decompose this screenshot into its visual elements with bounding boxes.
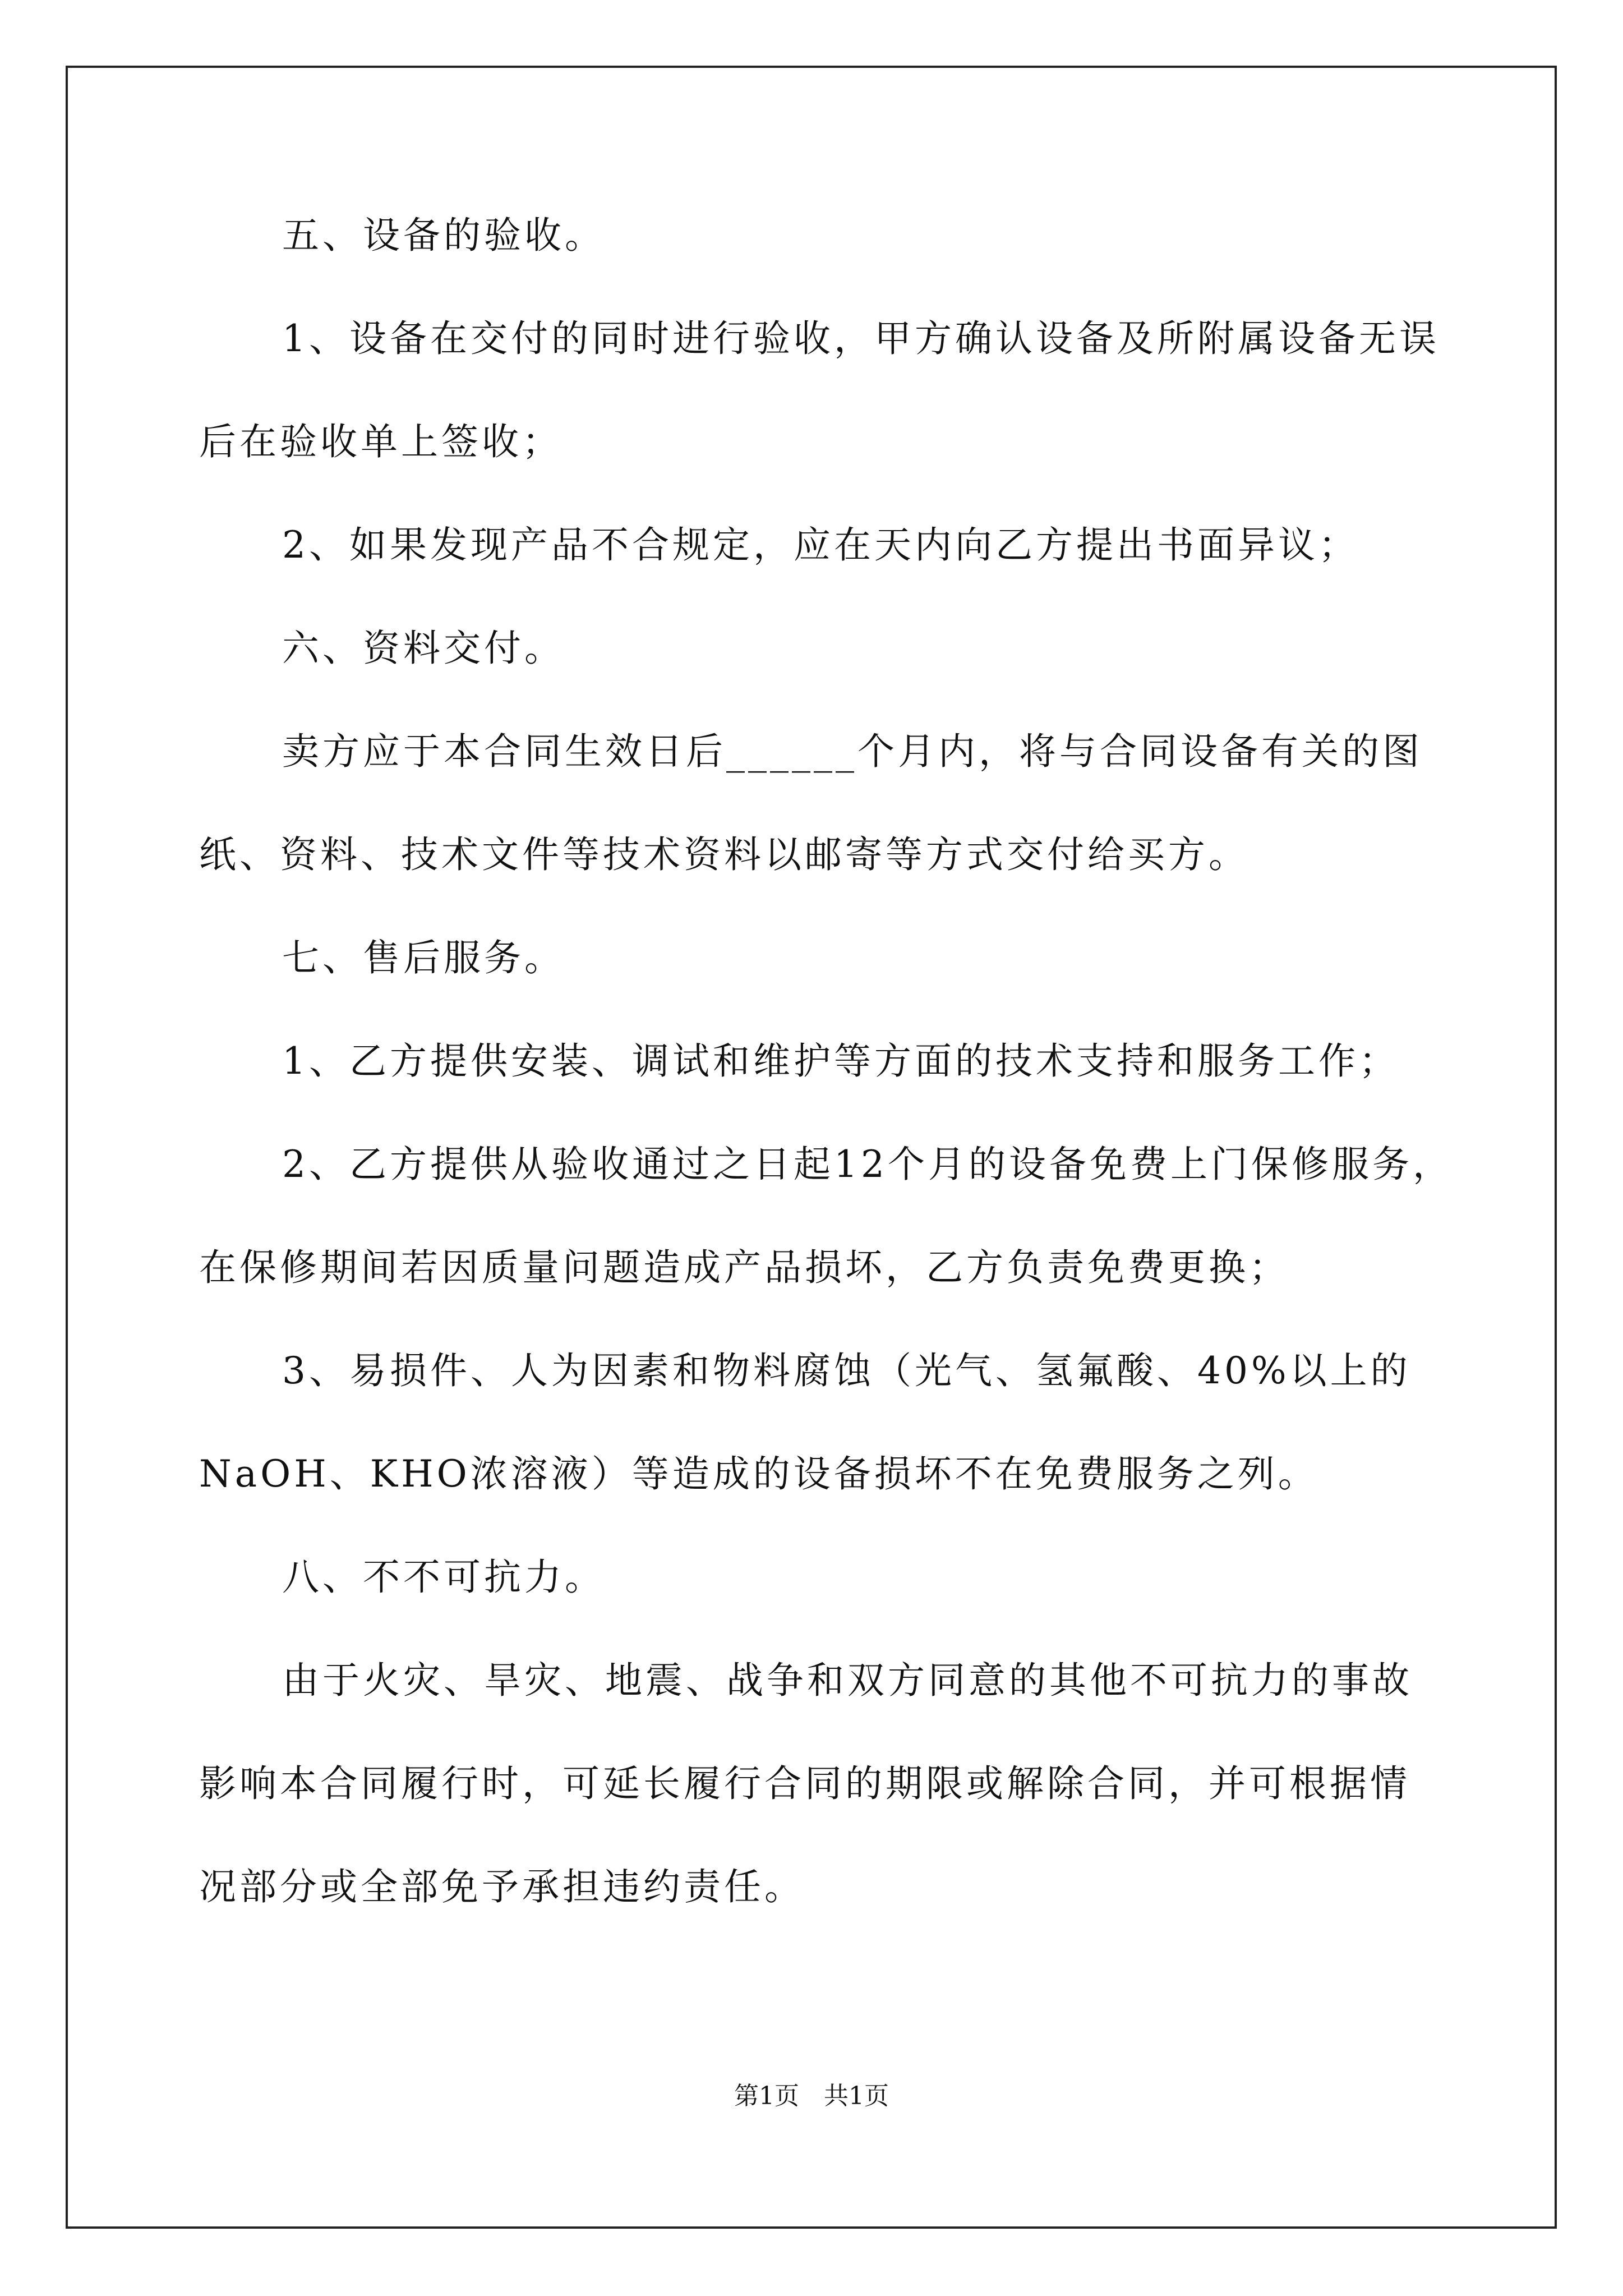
- paragraph-line: 卖方应于本合同生效日后______个月内，将与合同设备有关的图: [282, 730, 1423, 773]
- section-heading-force-majeure: 八、不不可抗力。: [282, 1556, 605, 1599]
- paragraph-line: 在保修期间若因质量问题造成产品损坏，乙方负责免费更换；: [199, 1246, 1289, 1289]
- section-heading-documents: 六、资料交付。: [282, 627, 565, 670]
- paragraph-line: 3、易损件、人为因素和物料腐蚀（光气、氢氟酸、40%以上的: [282, 1349, 1411, 1392]
- paragraph-line: 况部分或全部免予承担违约责任。: [199, 1865, 805, 1908]
- page-number-footer: 第1页 共1页: [734, 2082, 889, 2110]
- paragraph-line: 2、乙方提供从验收通过之日起12个月的设备免费上门保修服务，: [282, 1143, 1453, 1186]
- paragraph-line: 后在验收单上签收；: [199, 420, 562, 463]
- section-heading-acceptance: 五、设备的验收。: [282, 214, 605, 257]
- paragraph-line: 影响本合同履行时，可延长履行合同的期限或解除合同，并可根据情: [199, 1762, 1410, 1805]
- section-heading-after-sales: 七、售后服务。: [282, 936, 565, 979]
- paragraph-line: NaOH、KHO浓溶液）等造成的设备损坏不在免费服务之列。: [199, 1452, 1318, 1496]
- paragraph-line: 1、乙方提供安装、调试和维护等方面的技术支持和服务工作；: [282, 1039, 1399, 1083]
- paragraph-line: 1、设备在交付的同时进行验收，甲方确认设备及所附属设备无误: [282, 317, 1440, 360]
- paragraph-line: 由于火灾、旱灾、地震、战争和双方同意的其他不可抗力的事故: [282, 1659, 1413, 1702]
- paragraph-line: 2、如果发现产品不合规定，应在天内向乙方提出书面异议；: [282, 523, 1359, 567]
- paragraph-line: 纸、资料、技术文件等技术资料以邮寄等方式交付给买方。: [199, 833, 1249, 876]
